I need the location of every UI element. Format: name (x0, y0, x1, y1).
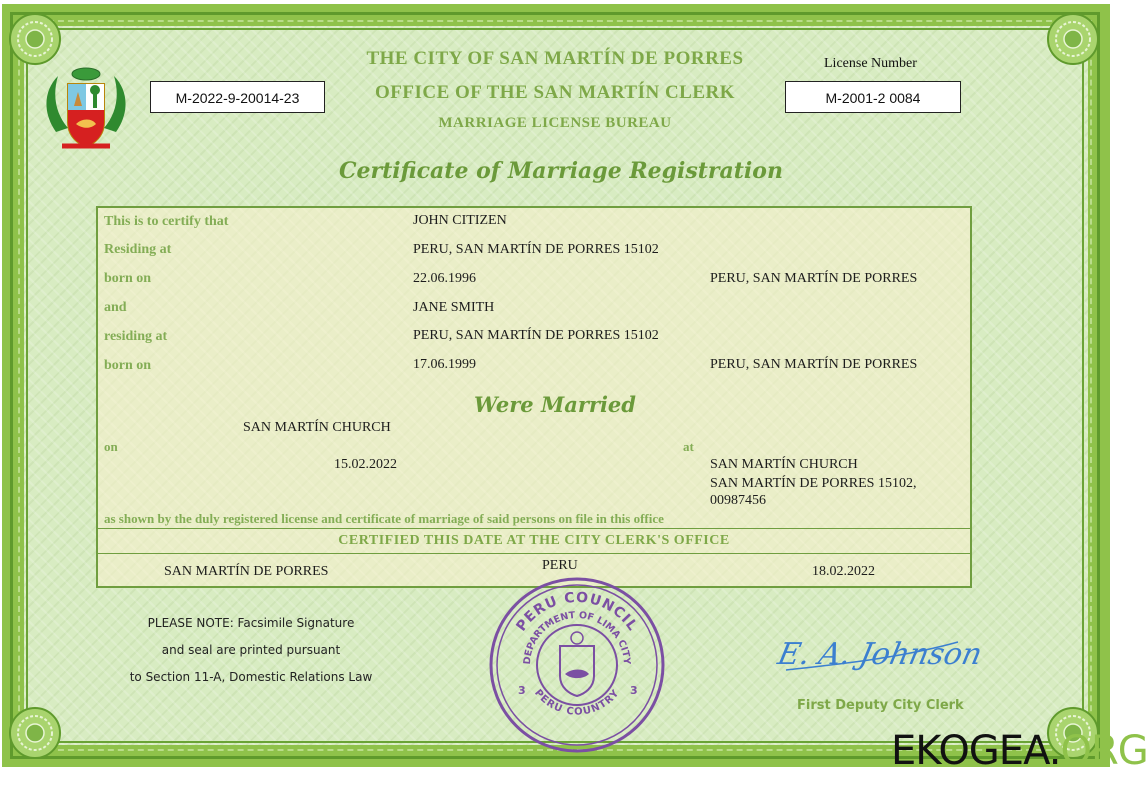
at-line-2: SAN MARTÍN DE PORRES 15102, (710, 476, 917, 491)
row-label: residing at (104, 329, 168, 344)
watermark-org: ORG (1060, 728, 1148, 774)
row-extra: PERU, SAN MARTÍN DE PORRES (710, 271, 918, 286)
office-heading: OFFICE OF THE SAN MARTÍN CLERK (374, 82, 736, 103)
seal-right-number: 3 (630, 684, 638, 697)
at-line-3: 00987456 (710, 493, 766, 508)
watermark-main: EKOGEA. (891, 728, 1061, 774)
note-line: to Section 11-A, Domestic Relations Law (129, 670, 373, 684)
marriage-date: 15.02.2022 (334, 457, 397, 472)
row-value: 17.06.1999 (413, 357, 476, 372)
table-divider (96, 528, 972, 529)
seal-top-text: PERU COUNCIL (513, 589, 641, 635)
certified-heading: CERTIFIED THIS DATE AT THE CITY CLERK'S OFFICE (338, 533, 730, 548)
license-number-label: License Number (824, 56, 917, 71)
official-seal-icon (488, 576, 666, 754)
row-value: PERU, SAN MARTÍN DE PORRES 15102 (413, 242, 659, 257)
at-label: at (683, 439, 694, 454)
certified-city: SAN MARTÍN DE PORRES (164, 564, 329, 579)
row-label: Residing at (104, 242, 172, 257)
row-value: PERU, SAN MARTÍN DE PORRES 15102 (413, 328, 659, 343)
certificate-title: Certificate of Marriage Registration (339, 158, 783, 184)
certified-country: PERU (542, 558, 578, 573)
table-divider (96, 553, 972, 554)
row-label: This is to certify that (104, 214, 229, 229)
at-line-1: SAN MARTÍN CHURCH (710, 457, 858, 472)
row-value: JOHN CITIZEN (413, 213, 507, 228)
note-line: PLEASE NOTE: Facsimile Signature (147, 616, 355, 630)
facsimile-note (121, 610, 381, 691)
svg-text:PERU COUNTRY (532, 688, 622, 718)
marriage-place: SAN MARTÍN CHURCH (243, 420, 391, 435)
bureau-heading: MARRIAGE LICENSE BUREAU (438, 115, 672, 131)
watermark (891, 728, 1148, 774)
row-value: 22.06.1996 (413, 271, 476, 286)
peru-coat-of-arms-icon (38, 62, 134, 158)
signatory-title: First Deputy City Clerk (797, 698, 964, 713)
seal-bottom-text: PERU COUNTRY (532, 687, 622, 718)
certified-date: 18.02.2022 (812, 564, 875, 579)
row-label: and (104, 300, 127, 315)
row-extra: PERU, SAN MARTÍN DE PORRES (710, 357, 918, 372)
seal-left-number: 3 (518, 684, 526, 697)
signature-icon (774, 628, 986, 678)
row-value: JANE SMITH (413, 300, 495, 315)
certificate-number: M-2022-9-20014-23 (150, 81, 325, 113)
on-label: on (104, 439, 118, 454)
city-heading: THE CITY OF SAN MARTÍN DE PORRES (366, 48, 744, 69)
row-label: born on (104, 271, 152, 286)
seal-mid-text: DEPARTMENT OF LIMA CITY (521, 609, 633, 665)
row-label: born on (104, 358, 152, 373)
svg-text:E. A. Johnson: E. A. Johnson (774, 637, 986, 672)
footer-statement: as shown by the duly registered license and certificate of marriage of said persons on file in this office (104, 511, 664, 526)
corner-rosette-icon (8, 706, 62, 760)
were-married-heading: Were Married (474, 392, 636, 417)
license-number: M-2001-2 0084 (785, 81, 961, 113)
note-line: and seal are printed pursuant (161, 643, 341, 657)
